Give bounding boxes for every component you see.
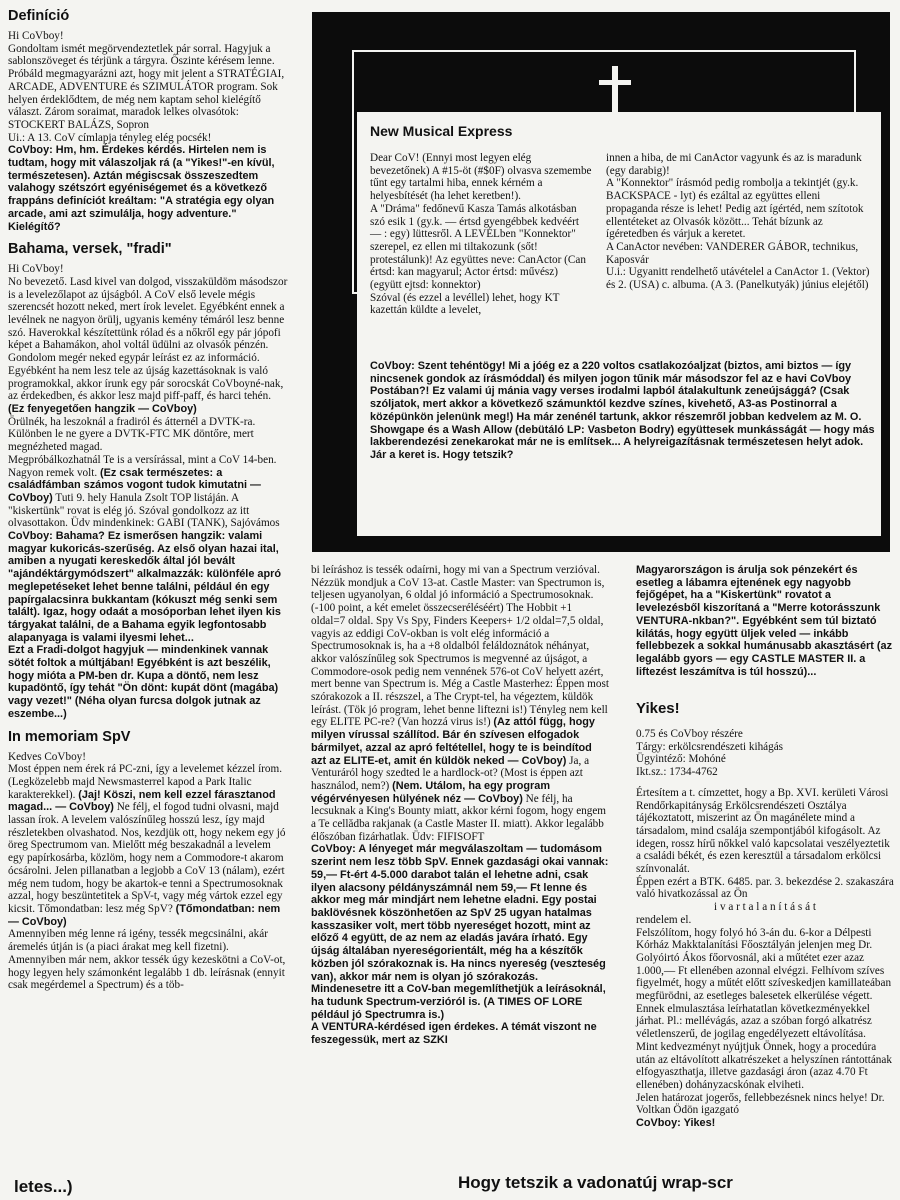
covboy-reply: CoVboy: A lényeget már megválaszoltam — tudomásom szerint nem lesz több SpV. Ennek gazdasági okai vannak: 59,— Ft-ért 4-5.000 darabot talán el lehetne adni, csak ilyen alacsony példányszámnál nem 59,— Ft lenne és akkor meg már mindjárt nem lehetne eladni. Egy postai baklövésnek köszönhetően az SpV 25 ugyan hatalmas kasszasiker volt, mert több nyereséget hozott, mint az előző 4 együtt, de az nem az eladás javára írható. Egy újság általában nyereségorientált, még ha a készítők közben jól szórakoznak is. Ha nincs nyereség (veszteség van), akkor már nem is olyan jó szórakozás. Mindenesetre itt a CoV-ban megemlíthetjük a leírásoknál, ha tudunk Spectrum-verzióról is. (A TIMES OF LORE például jó Spectrumra is.) — [311, 843, 609, 1021]
covboy-inline-reply: (Az attól függ, hogy milyen vírussal szállítod. Bár én szívesen elfogadok bármilyet, azzal az apró feltétellel, hogy te is beindítod azt az ELITE-et, amit én küldök neked — CoVboy) — [311, 716, 595, 767]
letter-subject: Tárgy: erkölcsrendészeti kihágás — [636, 740, 784, 753]
letter-signature: A CanActor nevében: VANDERER GÁBOR, technikus, Kaposvár — [606, 240, 859, 266]
section-title-bahama: Bahama, versek, "fradi" — [8, 241, 172, 258]
letter-body: innen a hiba, de mi CanActor vagyunk és az is maradunk (egy darabig)! — [606, 152, 862, 177]
letter-postscript: Ui.: A 13. CoV címlapja tényleg elég pocsék! — [8, 131, 212, 144]
covboy-inline-reply: (Ez fenyegetően hangzik — CoVboy) — [8, 402, 197, 415]
covboy-inline-reply: (Ez csak természetes: a családfámban számos vogont tudok kimutatni — CoVboy) — [8, 466, 261, 504]
page-footer — [0, 1165, 900, 1200]
covboy-reply: CoVboy: Bahama? Ez ismerősen hangzik: valami magyar kukoricás-szerűség. Az első olyan hazai ital, amiben a nyugati kereskedők által jól bevált "ajándéktárgymódszert" alkalmazzák: különféle apró meglepetéseket lehet benne találni, például én egy papírgalacsinra bukkantam (kókuszt még senki sem talált). Igaz, hogy odaát a mosóporban lehet ilyen kis tárgyakat találni, de a Bahama egyik legfontosabb alapanyaga is valami ilyesmi lehet... — [8, 530, 282, 644]
letter-body: Szóval (és ezzel a levéllel) lehet, hogy KT kazettán küldte a levelet, — [370, 291, 560, 317]
right-column-top — [636, 564, 894, 678]
nme-column-2 — [606, 152, 872, 292]
section-title-definicio: Definíció — [8, 8, 70, 24]
letter-body: Dear CoV! (Ennyi most legyen elég bevezetőnek) A #15-öt (#$0F) olvasva szemembe tűnt egy tartalmi hiba, ennek kérném a helyesbítését (ha lehet keretben!). — [370, 152, 592, 203]
letter-body: Örülnék, ha leszoknál a fradiról és átternél a DVTK-ra. Különben le ne gyere a DVTK-FTC MK döntőre, mert megnézheted magad. — [8, 415, 256, 454]
letter-body: bi leíráshoz is tessék odaírni, hogy mi van a Spectrum verzióval. Nézzük mondjuk a CoV 13-at. Castle Master: van Spectrumon is, teljesen ugyanolyan, 6 oldal jó információ a Spectrumosoknak. (-100 point, a két emelet összecseréléséért) The Hobbit +1 oldal=7 oldal. Spy Vs Spy, Finders Keepers+ 1/2 oldal=7,5 oldal, vagyis az eddigi CoV-okban is volt elég információ a Spectrumosoknak is, ha a +8 oldalból feláldoznátok néhányat, akkor valószínűleg sok Spectrumos is megvenné az újságot, a Commodore-osok pedig nem vennének 576-ot CoV helyett azért, mert benne van Spectrum is. Még a Castle Masterhez: Éppen most szórakozok a II. részszel, a The Crypt-tel, ha végeztem, küldök leírást. (Tök jó program, lehet benne liftezni is!) Tényleg nem kell egy ELITE PC-re? (Van hozzá virus is!) (Az attól függ, hogy milyen vírussal szállítod. Bár én szívesen elfogadok bármilyet, azzal az apró feltétellel, hogy te is beindítod azt az ELITE-et, amit én küldök neked — CoVboy) Ja, a Venturáról hogy szedted le a hardlock-ot? (Most is éppen azt használod, nem?) (Nem. Utálom, ha egy program végérvényesen hülyének néz — CoVboy) Ne félj, ha lecsuknak a King's Bounty miatt, akkor kérni fogom, hogy engem a Te cellădba rakjanak (a Castle Master II. miatt). Akkor legalább élőszóban fizárhatlak. Üdv: FIFISOFT — [311, 564, 609, 843]
letter-body: No bevezető. Lasd kivel van dolgod, visszaküldöm másodszor is a levelezőlapot az újságból. A CoV első levele mégis szerencsét hozott neked, mert írok levelet. Egyébként ennek a levélnek ne nagyon örülj, ugyanis kemény témáról lesz benne szó. Haverokkal készítettünk rólad és a nőkről egy pár jópofi képet a Bahamákon, ahol voltál üdülni az olvasók pénzén. Gondolom megér neked egypár leírást ez az információ. Egyébként ha nem lesz tele az újság kazettásoknak is való programokkal, akkor írunk egy pár sorocskát CoVboyné-nak, az érdekedben, és akkor lesz majd piff-paff, és harci tehén. (Ez fenyegetően hangzik — CoVboy) — [8, 275, 288, 415]
covboy-reply: CoVboy: Szent tehéntögy! Mi a jóég ez a 220 voltos csatlakozóaljzat (biztos, ami biztos — így nincsenek gondok az írásmóddal) és milyen jogon tűnik már másodszor fel az e havi CoVboy Postában?! Ez valami új mánia vagy verses irodalmi lapból átalakultunk zeneújsággá? (Csak szóljatok, mert akkor a következő számunktól kezdve színes, kivehető, A3-as Postinorral a középünkön jelenünk meg!) Ha már zenénél tartunk, akkor részemről jobban kedvelem az M. O. Showgape és a Wash Allow (debütáló LP: Vasbeton Bodry) együttesek munkásságát — hogy más lakberendezési zenekarokat már ne is említsek... A helyreigazításnak természetesen helyt adok. Jár a keret is. Hogy tetszik? — [370, 360, 875, 461]
letter-body: A "Konnektor" írásmód pedig rombolja a tekintjét (gy.k. BACKSPACE - lyt) és ezáltal az együttes elleni propaganda része is lehet! Pedig azt ígértéd, nem szítotok ellentéteket az Olvasók között... Tehát bízunk az ígéretedben és várjuk a keretet. — [606, 177, 864, 241]
letter-body: Most éppen nem érek rá PC-zni, így a levelemet kézzel írom. (Legközelebb majd Newsmasterrel kapod a Park Italic karakterekkel). (Jaj! Köszi, nem kell ezzel fárasztanod magad... — CoVboy) Ne félj, el fogod tudni olvasni, majd lassan írok. A levelem valószínűleg hosszú lesz, így majd részletekben olvashatod. Nos, kezdjük ott, hogy nekem egy jó öreg Spectrumom van. Mielőtt még beszakadnál a levelem egy papírkosárba, közlöm, hogy nem a Commodore-t akarom ócsárolni. Jelen pillanatban a legjobb a CoV 13 (nálam), ezért még nem tudom, hogy be akartok-e tenni a Spectrumosoknak azzal, hogy beszüntetitek a SpV-t, vagy még vártok ezzel egy kicsit. Tőmondatban: lesz még SpV? (Tőmondatban: nem — CoVboy) — [8, 763, 286, 928]
nme-column-1 — [370, 152, 592, 317]
letter-body: rendelem el. — [636, 913, 692, 926]
letter-clerk: Ügyintéző: Mohóné — [636, 753, 726, 766]
letter-body: Értesítem a t. címzettet, hogy a Bp. XVI. kerületi Városi Rendőrkapitányság Erkölcsrendészeti Osztálya tájékoztatott, miszerint az Ön magánélete mind a társadalom, mind csalája szempontjából kifogásolt. Az idegen, rossz hírű nőkkel való kapcsolatai veszélyeztetik a családi békét, és ezen keresztül a társadalom erkölcsi színvonalát. — [636, 786, 890, 876]
letter-body: Megpróbálkozhatnál Te is a versírással, mint a CoV 14-ben. Nagyon remek volt. (Ez csak természetes: a családfámban számos vogont tudok kimutatni — CoVboy) Tuti 9. hely Hanula Zsolt TOP listáján. A "kiskertünk" rovat is elég jó. Szóval gondolkozz az itt olvasottakon. Üdv mindenkinek: GABI (TANK), Sajóvámos — [8, 453, 280, 530]
right-column-yikes — [636, 728, 894, 1130]
covboy-reply: Magyarországon is árulja sok pénzekért és esetleg a lábamra ejtenének egy nagyobb fejőgépet, ha a "Kiskertünk" rovatot a levelezésből kiszorítaná a "Merre kotorásszunk VENTURA-nkban?". Egyébként sem túl biztató kilátás, hogy együtt üljek veled — inkább fellebbezek a sokkal humánusabb akasztásért (az legalább gyors — egy CASTLE MASTER II. a liftezést leszámítva is túl hosszú)... — [636, 564, 893, 678]
nme-covboy-reply-box — [370, 360, 875, 462]
covboy-reply: CoVboy: Hm, hm. Érdekes kérdés. Hirtelen nem is tudtam, hogy mit válaszoljak rá (a "Yikes!"-en kívül, természetesen). Aztán mégiscsak összeszedtem valahogy szétszórt egyéniségemet és a következő frappáns definíciót kreáltam: "A stratégia egy olyan arcade, ami azt szimulálja, hogy adventure." Kielégítő? — [8, 144, 275, 233]
footer-right-text: Hogy tetszik a vadonatúj wrap-scr — [458, 1173, 733, 1192]
footer-left-text: letes...) — [14, 1177, 73, 1196]
letter-postscript: U.i.: Ugyanitt rendelhető utávételel a CanActor 1. (Vektor) és 2. (USA) c. albuma. (A 3. (Panelkutyák) június elejétől) — [606, 266, 870, 292]
letter-body: Éppen ezért a BTK. 6485. par. 3. bekezdése 2. szakaszára való hivatkozással az Ön — [636, 875, 894, 901]
letter-emphasis: i v a r t a l a n í t á s á t — [714, 901, 816, 914]
covboy-reply: A VENTURA-kérdésed igen érdekes. A témát viszont ne feszegessük, mert az SZKI — [311, 1021, 597, 1047]
letter-body: A "Dráma" fedőnevű Kasza Tamás alkotásban szó esik 1 (gy.k. — értsd gyengébbek kedvéért — : egy) lüttesről. A LEVÉLben "Konnektor" szerepel, ez ellen mi tiltakozunk (sőt! protestálunk)! Az együttes neve: CanActor (Can értsd: kan magyarul; Actor értsd: művész) (együtt ejtsd: konnektor) — [370, 202, 586, 292]
letter-address: 0.75 és CoVboy részére — [636, 728, 743, 740]
letter-greeting: Hi CoVboy! — [8, 263, 64, 276]
letter-signature: Jelen határozat jogerős, fellebbezésnek nincs helye! Dr. Voltkan Ödön igazgató — [636, 1091, 885, 1117]
middle-column — [311, 564, 609, 1047]
letter-body: Mint kedvezményt nyújtjuk Önnek, hogy a procedúra után az eltávolított alkatrészeket a helyszínen rántottának elfogyaszthatja, illetve gazdasági áron (azaz 4.70 Ft ellenében) dohányzacskónak elviheti. — [636, 1040, 892, 1091]
letter-reference: Ikt.sz.: 1734-4762 — [636, 766, 718, 779]
letter-signature: STOCKERT BALÁZS, Sopron — [8, 118, 149, 131]
letter-greeting: Hi CoVboy! — [8, 30, 64, 42]
covboy-reply: CoVboy: Yikes! — [636, 1117, 716, 1130]
covboy-inline-reply: (Tőmondatban: nem — CoVboy) — [8, 903, 281, 928]
nme-title: New Musical Express — [370, 123, 513, 139]
letter-body: Felszólítom, hogy folyó hó 3-án du. 6-kor a Délpesti Kórház Makktalanítási Főosztályán jelenjen meg Dr. Golyóirtó Ákos főorvosnál, aki a műtétet ezer azaz 1.000,— Ft ellenében azonnal elvégzi. Felhívom szíves figyelmét, hogy a műtét előtt szíveskedjen kamillateában megfürödni, az esetleges balesetek elkerülése végett. Ennek elmulasztása leírhatatlan következményekkel járhat. Pl.: mellévágás, azaz a szóban forgó alkatrész véletlenszerű, de jogilag engedélyezett eltávolítása. — [636, 926, 892, 1041]
left-column — [8, 8, 288, 992]
letter-greeting: Kedves CoVboy! — [8, 750, 86, 763]
section-title-in-memoriam: In memoriam SpV — [8, 728, 131, 745]
covboy-reply: Ezt a Fradi-dolgot hagyjuk — mindenkinek vannak sötét foltok a múltjában! Egyébként is azt beszélik, hogy mióta a PM-ben dr. Kupa a döntő, nem lesz kupadöntő, így tehát "Ön dönt: kupát dönt (magába) vagy vezet!" (Néha olyan furcsa dolgok jutnak az eszembe...) — [8, 644, 279, 720]
covboy-inline-reply: (Jaj! Köszi, nem kell ezzel fárasztanod magad... — CoVboy) — [8, 788, 276, 814]
letter-body: Amennyiben még lenne rá igény, tessék megcsinálni, akár áremelés útján is (a piaci árakat meg kell fizetni). Amennyiben már nem, akkor tessék úgy kezeskötni a CoV-ot, hogy legyen hely számonként legalább 1 db. leírásnak (ennyit csak megérdemel a Spectrum) és a töb- — [8, 928, 286, 992]
section-title-yikes: Yikes! — [636, 700, 680, 717]
covboy-inline-reply: (Nem. Utálom, ha egy program végérvényesen hülyének néz — CoVboy) — [311, 779, 551, 805]
letter-body: Gondoltam ismét megörvendeztetlek pár sorral. Hagyjuk a sablonszöveget és térjünk a tárgyra. Őszinte kérésem lenne. Próbáld megmagyarázni azt, hogy mit jelent a STRATÉGIAI, ARCADE, ADVENTURE és SZIMULÁTOR program. Sok helyen érdeklődtem, de még nem kaptam sehol kielégítő választ. Zárom soraimat, maradok lelkes olvasótok: — [8, 42, 285, 119]
